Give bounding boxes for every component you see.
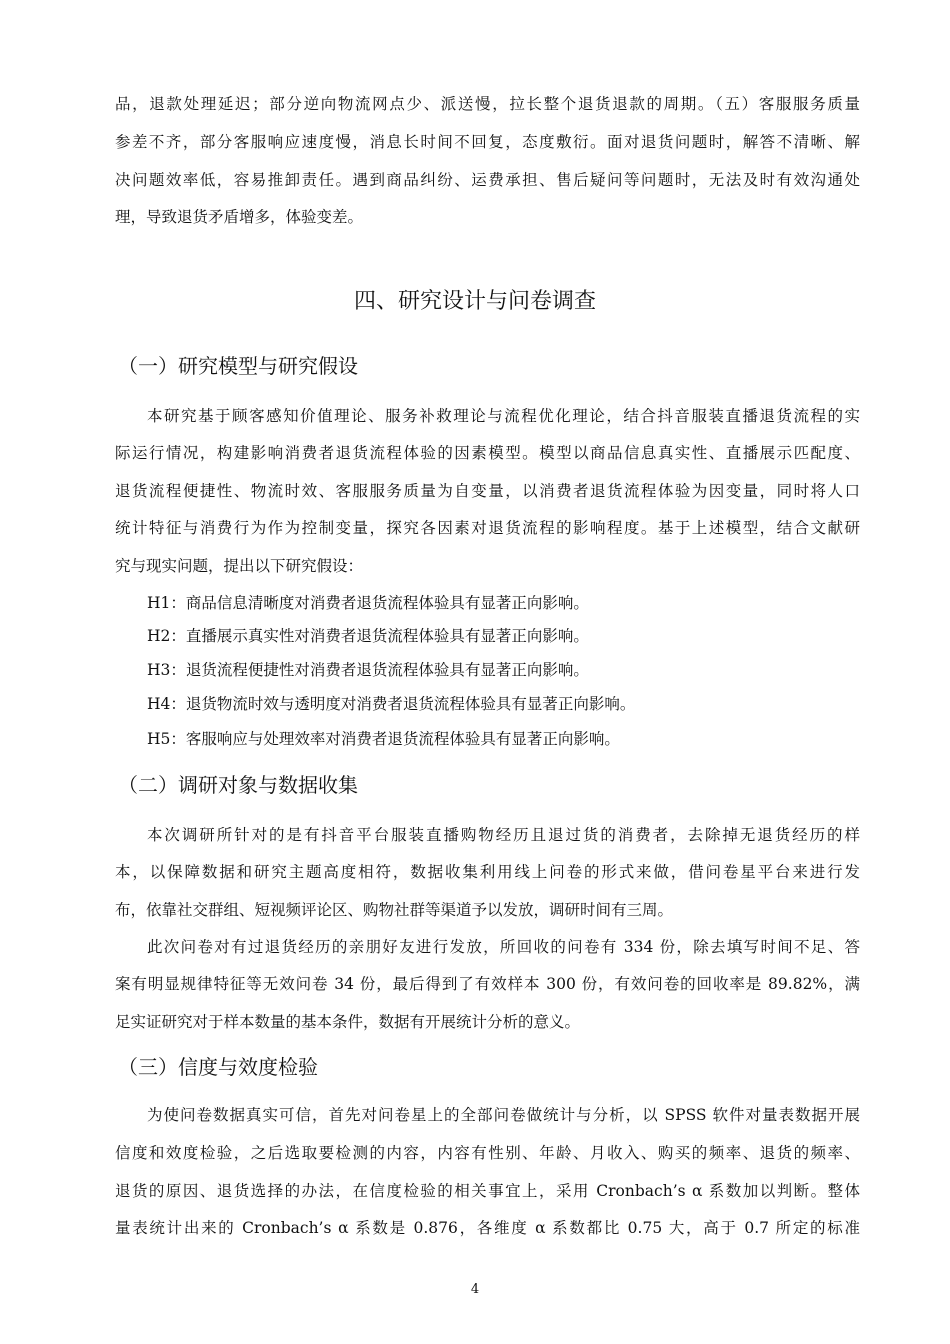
section-heading: （三）信度与效度检验 bbox=[118, 1055, 318, 1079]
hypothesis-item: H5：客服响应与处理效率对消费者退货流程体验具有显著正向影响。 bbox=[147, 730, 620, 748]
paragraph-line: 退货的原因、退货选择的办法，在信度检验的相关事宜上，采用 Cronbach’s α 系数加以判断。整体 bbox=[115, 1182, 860, 1200]
intro-line: 理，导致退货矛盾增多，体验变差。 bbox=[115, 208, 364, 226]
intro-line: 品，退款处理延迟；部分逆向物流网点少、派送慢，拉长整个退货退款的周期。（五）客服服务质量 bbox=[115, 95, 860, 113]
hypothesis-item: H2：直播展示真实性对消费者退货流程体验具有显著正向影响。 bbox=[147, 627, 589, 645]
hypothesis-item: H4：退货物流时效与透明度对消费者退货流程体验具有显著正向影响。 bbox=[147, 695, 636, 713]
intro-line: 决问题效率低，容易推卸责任。遇到商品纠纷、运费承担、售后疑问等问题时，无法及时有效沟通处 bbox=[115, 171, 860, 189]
paragraph-line: 为使问卷数据真实可信，首先对问卷星上的全部问卷做统计与分析，以 SPSS 软件对量表数据开展 bbox=[147, 1106, 860, 1124]
section-heading: （二）调研对象与数据收集 bbox=[118, 773, 358, 797]
paragraph-line: 布，依靠社交群组、短视频评论区、购物社群等渠道予以发放，调研时间有三周。 bbox=[115, 901, 674, 919]
paragraph-line: 退货流程便捷性、物流时效、客服服务质量为自变量，以消费者退货流程体验为因变量，同时将人口 bbox=[115, 482, 860, 500]
paragraph-line: 信度和效度检验，之后选取要检测的内容，内容有性别、年龄、月收入、购买的频率、退货的频率、 bbox=[115, 1144, 860, 1162]
page-number: 4 bbox=[470, 1282, 480, 1297]
paragraph-line: 际运行情况，构建影响消费者退货流程体验的因素模型。模型以商品信息真实性、直播展示匹配度、 bbox=[115, 444, 860, 462]
paragraph-line: 本研究基于顾客感知价值理论、服务补救理论与流程优化理论，结合抖音服装直播退货流程的实 bbox=[147, 407, 860, 425]
paragraph-line: 本，以保障数据和研究主题高度相符，数据收集利用线上问卷的形式来做，借问卷星平台来进行发 bbox=[115, 863, 860, 881]
paragraph-line: 案有明显规律特征等无效问卷 34 份，最后得到了有效样本 300 份，有效问卷的回收率是 89.82%，满 bbox=[115, 975, 860, 993]
section-heading: （一）研究模型与研究假设 bbox=[118, 354, 358, 378]
paragraph-line: 统计特征与消费行为作为控制变量，探究各因素对退货流程的影响程度。基于上述模型，结合文献研 bbox=[115, 519, 860, 537]
paragraph-line: 此次问卷对有过退货经历的亲朋好友进行发放，所回收的问卷有 334 份，除去填写时间不足、答 bbox=[147, 938, 860, 956]
paragraph-line: 足实证研究对于样本数量的基本条件，数据有开展统计分析的意义。 bbox=[115, 1013, 581, 1031]
intro-line: 参差不齐，部分客服响应速度慢，消息长时间不回复，态度敷衍。面对退货问题时，解答不清晰、解 bbox=[115, 133, 860, 151]
hypothesis-item: H3：退货流程便捷性对消费者退货流程体验具有显著正向影响。 bbox=[147, 661, 589, 679]
paragraph-line: 本次调研所针对的是有抖音平台服装直播购物经历且退过货的消费者，去除掉无退货经历的样 bbox=[147, 826, 860, 844]
hypothesis-item: H1：商品信息清晰度对消费者退货流程体验具有显著正向影响。 bbox=[147, 594, 589, 612]
paragraph-line: 究与现实问题，提出以下研究假设： bbox=[115, 557, 364, 575]
paragraph-line: 量表统计出来的 Cronbach’s α 系数是 0.876，各维度 α 系数都比 0.75 大，高于 0.7 所定的标准 bbox=[115, 1219, 860, 1237]
chapter-title: 四、研究设计与问卷调查 bbox=[353, 289, 596, 314]
